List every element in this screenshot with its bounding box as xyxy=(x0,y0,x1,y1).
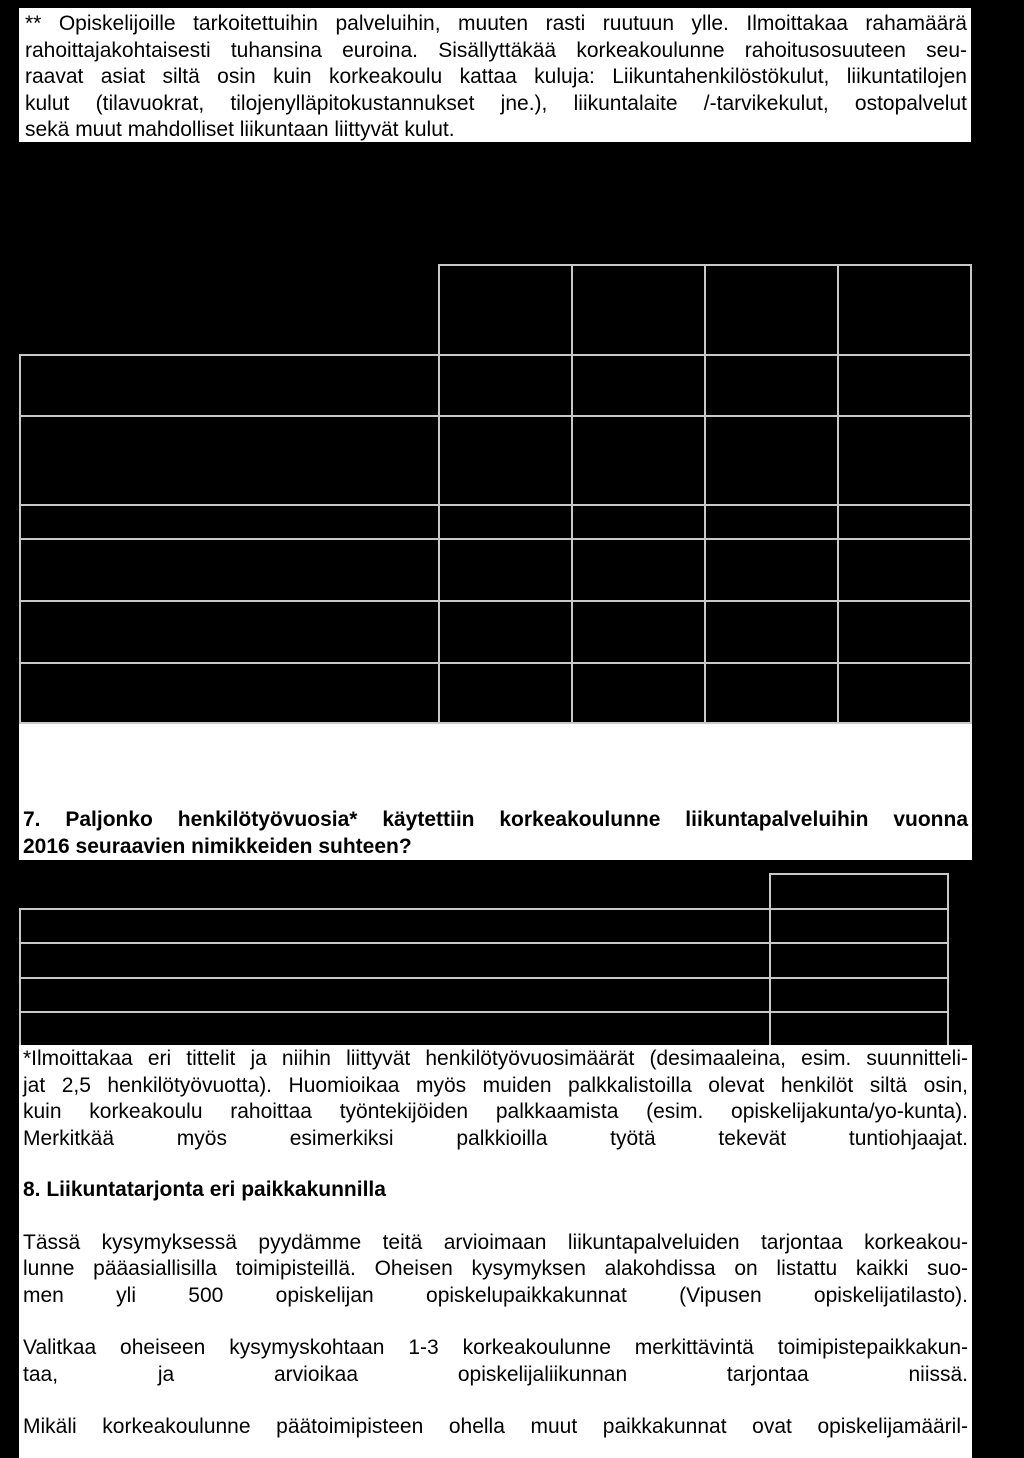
funding-note-line: kulut (tilavuokrat, tilojenylläpitokustannukset jne.), liikuntalaite /-tarvikekulut, ostopalvelut xyxy=(25,91,967,115)
para-line: lunne pääasiallisilla toimipisteillä. Oheisen kysymyksen alakohdissa on listattu kaikki suo- xyxy=(23,1257,968,1280)
question-7-heading xyxy=(19,806,972,860)
para-line: Valitkaa oheiseen kysymyskohtaan 1-3 korkeakoulunne merkittävintä toimipistepaikkakun- xyxy=(23,1336,968,1359)
question-8-para2 xyxy=(23,1335,968,1388)
question-7-line: 2016 seuraavien nimikkeiden suhteen? xyxy=(23,834,412,858)
footnote-line: kuin korkeakoulu rahoittaa työntekijöiden palkkaamista (esim. opiskelijakunta/yo-kunta). xyxy=(23,1100,968,1123)
para-line: Mikäli korkeakoulunne päätoimipisteen ohella muut paikkakunnat ovat opiskelijamääril- xyxy=(23,1415,968,1438)
funding-note-line: raavat asiat siltä osin kuin korkeakoulu kattaa kuluja: Liikuntahenkilöstökulut, liikuntatilojen xyxy=(25,65,967,88)
question-8-para1 xyxy=(23,1230,968,1310)
footnote-line: jat 2,5 henkilötyövuotta). Huomioikaa myös muiden palkkalistoilla olevat henkilöt siltä osin, xyxy=(23,1073,968,1097)
funding-note xyxy=(19,8,971,142)
question-8-heading: 8. Liikuntatarjonta eri paikkakunnilla xyxy=(23,1178,386,1201)
question-8-section xyxy=(19,1045,972,1458)
para-line: taa, ja arvioikaa opiskelijaliikunnan tarjontaa niissä. xyxy=(23,1362,968,1386)
funding-note-line: sekä muut mahdolliset liikuntaan liittyvät kulut. xyxy=(25,118,455,141)
footnote-line: *Ilmoittakaa eri tittelit ja niihin liittyvät henkilötyövuosimäärät (desimaaleina, esim. suunnitteli- xyxy=(23,1047,968,1070)
funding-note-line: ** Opiskelijoille tarkoitettuihin palveluihin, muuten rasti ruutuun ylle. Ilmoittakaa rahamäärä xyxy=(25,12,967,35)
question-8-para3 xyxy=(23,1414,968,1441)
funding-note-line: rahoittajakohtaisesti tuhansina euroina. Sisällyttäkää korkeakoulunne rahoitusosuuteen seu- xyxy=(25,38,967,62)
para-line: men yli 500 opiskelijan opiskelupaikkakunnat (Vipusen opiskelijatilasto). xyxy=(23,1283,968,1307)
footnote-line: Merkitkää myös esimerkiksi palkkioilla työtä tekevät tuntiohjaajat. xyxy=(23,1126,968,1150)
question-7-line: 7. Paljonko henkilötyövuosia* käytettiin korkeakoulunne liikuntapalveluihin vuonna xyxy=(23,808,968,831)
footnote-7 xyxy=(23,1046,968,1152)
para-line: Tässä kysymyksessä pyydämme teitä arvioimaan liikuntapalveluiden tarjontaa korkeakou- xyxy=(23,1230,968,1254)
table-spacer xyxy=(19,724,972,806)
